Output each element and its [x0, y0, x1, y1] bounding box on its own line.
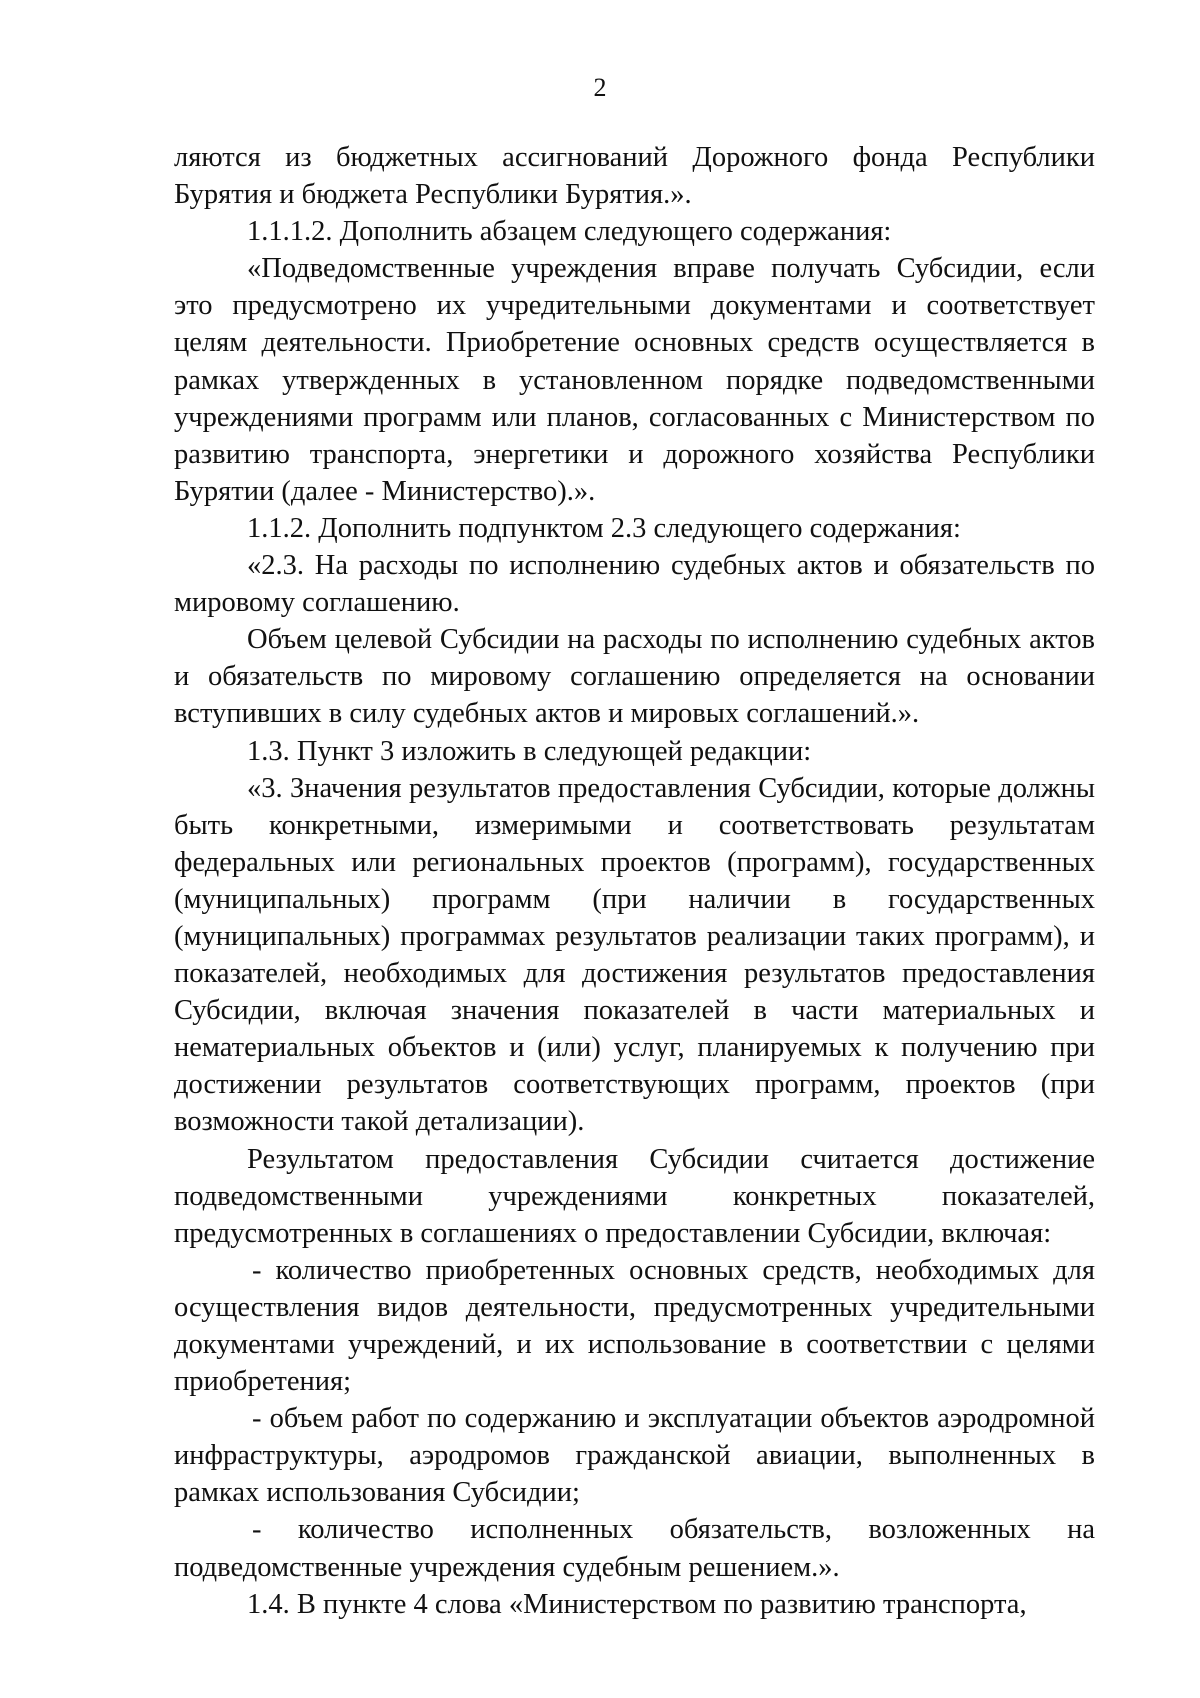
paragraph-quote-3: «3. Значения результатов предоставления Субсидии, которые должны быть конкретными, измеримыми и соответствовать результатам федеральных или региональных проектов (программ), государственных (муниципальных) программ (при наличии в государственных (муниципальных) программах результатов реализации таких программ), и показателей, необходимых для достижения результатов предоставления Субсидии, включая значения показателей в части материальных и нематериальных объектов и (или) услуг, планируемых к получению при достижении результатов соответствующих программ, проектов (при возможности такой детализации).	[174, 772, 1095, 1138]
paragraph-quote-2-3: «2.3. На расходы по исполнению судебных актов и обязательств по мировому соглашению.	[174, 550, 1095, 619]
paragraph-quote-subordinate-institutions: «Подведомственные учреждения вправе получать Субсидии, если это предусмотрено их учредительными документами и соответствует целям деятельности. Приобретение основных средств осуществляется в рамках утвержденных в установленном порядке подведомственными учреждениями программ или планов, согласованных с Министерством по развитию транспорта, энергетики и дорожного хозяйства Республики Бурятии (далее - Министерство).».	[174, 253, 1095, 507]
paragraph-item-1-3: 1.3. Пункт 3 изложить в следующей редакции:	[247, 735, 812, 767]
paragraph-item-1-1-2: 1.1.2. Дополнить подпунктом 2.3 следующего содержания:	[247, 512, 961, 544]
document-body	[174, 139, 1095, 1623]
paragraph-item-1-4: 1.4. В пункте 4 слова «Министерством по развитию транспорта,	[247, 1588, 1027, 1620]
paragraph-subsidy-volume: Объем целевой Субсидии на расходы по исполнению судебных актов и обязательств по мировому соглашению определяется на основании вступивших в силу судебных актов и мировых соглашений.».	[174, 624, 1095, 730]
page-number: 2	[593, 73, 607, 102]
list-item-court-obligations: - количество исполненных обязательств, возложенных на подведомственные учреждения судебным решением.».	[174, 1514, 1095, 1583]
paragraph-result: Результатом предоставления Субсидии считается достижение подведомственными учреждениями конкретных показателей, предусмотренных в соглашениях о предоставлении Субсидии, включая:	[174, 1143, 1095, 1249]
list-item-airfield-works: - объем работ по содержанию и эксплуатации объектов аэродромной инфраструктуры, аэродромов гражданской авиации, выполненных в рамках использования Субсидии;	[174, 1403, 1095, 1509]
paragraph-item-1-1-1-2: 1.1.1.2. Дополнить абзацем следующего содержания:	[247, 216, 892, 248]
paragraph-continuation: ляются из бюджетных ассигнований Дорожного фонда Республики Бурятия и бюджета Республики Бурятия.».	[174, 142, 1095, 211]
list-item-fixed-assets: - количество приобретенных основных средств, необходимых для осуществления видов деятельности, предусмотренных учредительными документами учреждений, и их использование в соответствии с целями приобретения;	[174, 1254, 1095, 1398]
